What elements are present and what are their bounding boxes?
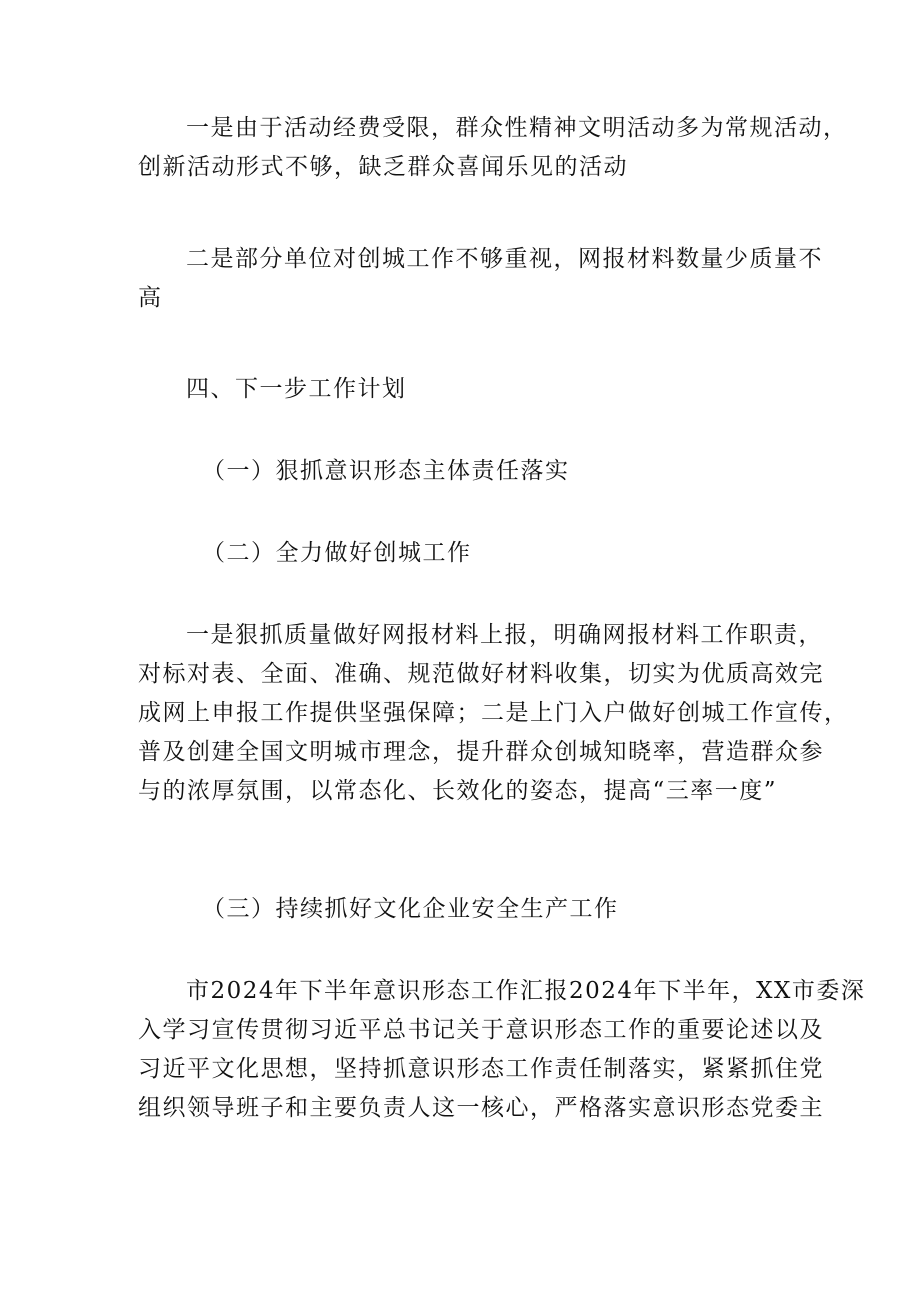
text-line: 二是部分单位对创城工作不够重视，网报材料数量少质量不 (186, 246, 823, 272)
text-line: 成网上申报工作提供坚强保障；二是上门入户做好创城工作宣传， (138, 700, 849, 726)
text-line: （一）狠抓意识形态主体责任落实 (202, 458, 570, 484)
text-line: 一是由于活动经费受限，群众性精神文明活动多为常规活动， (186, 115, 848, 141)
subsection-heading-2 (138, 534, 798, 573)
text-line: 四、下一步工作计划 (186, 376, 407, 402)
plan-body-paragraph (138, 616, 849, 811)
text-line: （二）全力做好创城工作 (202, 540, 472, 566)
text-line: 一是狠抓质量做好网报材料上报，明确网报材料工作职责， (186, 622, 823, 648)
text-line: 市2024年下半年意识形态工作汇报2024年下半年，XX市委深 (186, 978, 866, 1004)
problem-paragraph-1 (138, 109, 848, 187)
text-line: 高 (138, 285, 163, 311)
text-line: 与的浓厚氛围，以常态化、长效化的姿态，提高“三率一度” (138, 778, 778, 804)
text-line: 入学习宣传贯彻习近平总书记关于意识形态工作的重要论述以及 (138, 1017, 824, 1043)
text-line: 对标对表、全面、准确、规范做好材料收集，切实为优质高效完 (138, 661, 824, 687)
problem-paragraph-2 (138, 240, 823, 318)
text-line: 习近平文化思想，坚持抓意识形态工作责任制落实，紧紧抓住党 (138, 1056, 824, 1082)
text-line: 创新活动形式不够，缺乏群众喜闻乐见的活动 (138, 154, 628, 180)
subsection-heading-3 (138, 890, 798, 929)
text-line: 组织领导班子和主要负责人这一核心，严格落实意识形态党委主 (138, 1095, 824, 1121)
section-heading (138, 370, 798, 409)
text-line: 普及创建全国文明城市理念，提升群众创城知晓率，营造群众参 (138, 739, 824, 765)
report-body-paragraph (138, 972, 866, 1128)
text-line: （三）持续抓好文化企业安全生产工作 (202, 896, 619, 922)
subsection-heading-1 (138, 452, 798, 491)
